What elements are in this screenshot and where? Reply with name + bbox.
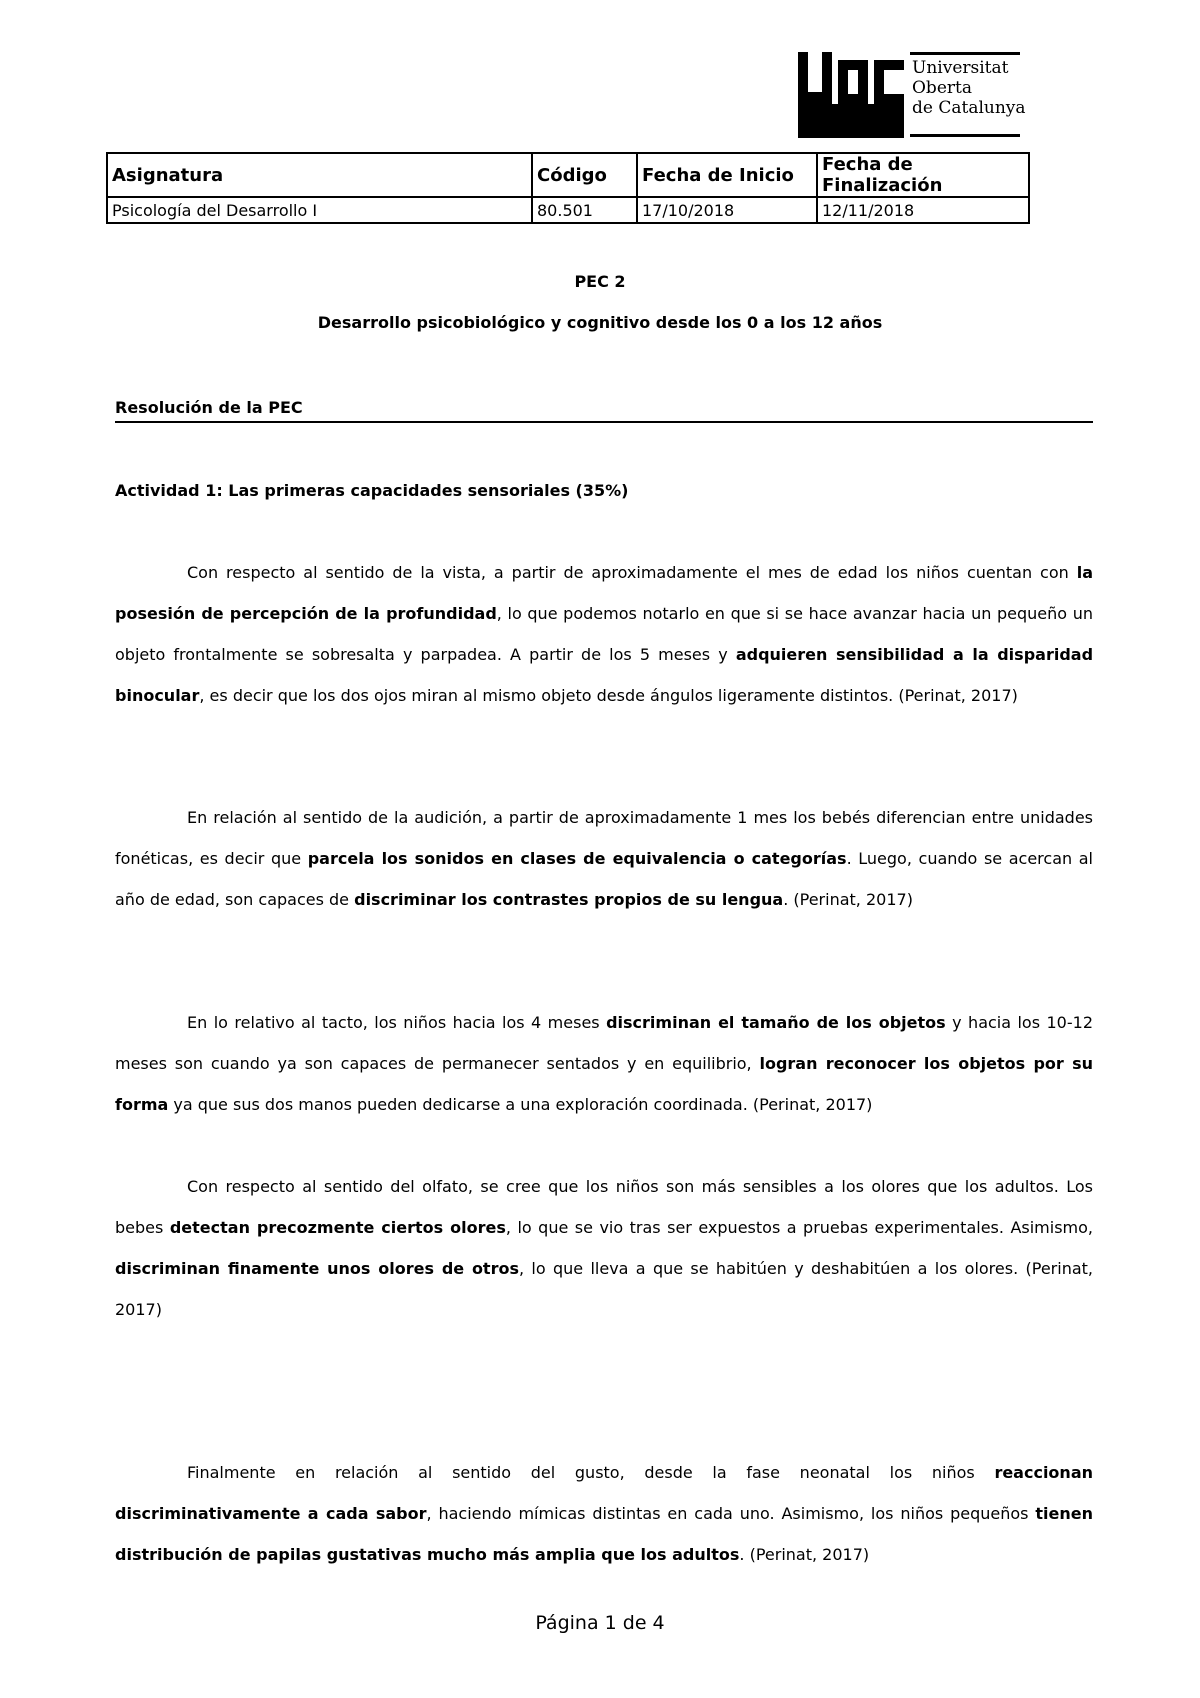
bold-text: parcela los sonidos en clases de equivalencia o categorías — [307, 849, 847, 868]
header-codigo: Código — [532, 153, 637, 197]
course-info-table — [106, 152, 1030, 224]
paragraph-vision — [115, 552, 1093, 716]
text-run: , lo que podemos notarlo en que si se hace avanzar hacia un pequeño un objeto frontalmente se sobresalta y parpadea. — [115, 604, 1094, 664]
text-run: Con respecto al sentido del olfato, se cree que los niños son más sensibles a los olores que los adultos. Los bebes — [115, 1177, 1093, 1237]
logo-line-3: de Catalunya — [912, 98, 1026, 118]
bold-text: reaccionan discriminativamente a cada sabor — [115, 1463, 1093, 1523]
text-run: , lo que lleva a que se habitúen y deshabitúen a los olores. (Perinat, 2017) — [115, 1259, 1094, 1319]
table-row — [107, 197, 1029, 223]
text-run: y hacia los 10-12 meses son cuando ya son capaces de permanecer sentados y en equilibrio, — [115, 1013, 1093, 1073]
bold-text: discriminar los contrastes propios de su lengua — [354, 890, 784, 909]
bold-text: discriminan el tamaño de los objetos — [606, 1013, 946, 1032]
paragraph-smell — [115, 1166, 1093, 1330]
paragraph-touch — [115, 1002, 1093, 1125]
bold-text: discriminan finamente unos olores de otros — [115, 1259, 519, 1278]
cell-codigo: 80.501 — [532, 197, 637, 223]
text-run: En relación al sentido de la audición, a partir de aproximadamente 1 mes los bebés diferencian entre unidades fonéticas, es decir que — [115, 808, 1093, 868]
logo-top-rule — [910, 52, 1020, 55]
text-run: y — [710, 645, 736, 664]
text-run: ya que sus dos manos pueden dedicarse a una exploración coordinada. (Perinat, 2017) — [168, 1095, 873, 1114]
bold-text: adquieren sensibilidad a la disparidad binocular — [115, 645, 1094, 705]
text-run: , haciendo mímicas distintas en cada uno. Asimismo, los niños pequeños — [426, 1504, 1036, 1523]
header-fecha-inicio: Fecha de Inicio — [637, 153, 817, 197]
paragraph-taste — [115, 1452, 1093, 1575]
text-run: . Luego, cuando se acercan al año de edad, son capaces de — [115, 849, 1094, 909]
bold-text: la posesión de percepción de la profundidad — [115, 563, 1093, 623]
cell-fecha-finalizacion: 12/11/2018 — [817, 197, 1029, 223]
text-run: Con respecto al sentido de la vista, a partir de aproximadamente el mes de edad los niños cuentan con — [187, 563, 1077, 582]
bold-text: detectan precozmente ciertos olores — [169, 1218, 506, 1237]
section-heading: Resolución de la PEC — [115, 398, 303, 417]
bold-text: tienen distribución de papilas gustativas mucho más amplia que los adultos — [115, 1504, 1093, 1564]
activity-heading: Actividad 1: Las primeras capacidades sensoriales (35%) — [115, 481, 629, 500]
page-subtitle: Desarrollo psicobiológico y cognitivo desde los 0 a los 12 años — [317, 313, 883, 332]
page-title: PEC 2 — [574, 272, 626, 291]
logo-bottom-rule — [910, 134, 1020, 137]
logo-text — [912, 58, 1026, 118]
text-run: . (Perinat, 2017) — [783, 890, 913, 909]
section-divider — [115, 421, 1093, 423]
text-run: A partir de los 5 meses — [510, 645, 711, 664]
text-run: Finalmente en relación al sentido del gusto, desde la fase neonatal los niños — [187, 1463, 995, 1482]
text-run: , lo que se vio tras ser expuestos a pruebas experimentales. Asimismo, — [505, 1218, 1094, 1237]
text-run: , es decir que los dos ojos miran al mismo objeto desde ángulos ligeramente distintos. (Perinat, 2017) — [199, 686, 1018, 705]
header-fecha-finalizacion: Fecha de Finalización — [817, 153, 1029, 197]
paragraph-hearing — [115, 797, 1093, 920]
bold-text: logran reconocer los objetos por su forma — [115, 1054, 1094, 1114]
cell-asignatura: Psicología del Desarrollo I — [107, 197, 532, 223]
logo-line-2: Oberta — [912, 78, 972, 98]
logo-line-1: Universitat — [912, 58, 1009, 78]
text-run: En lo relativo al tacto, los niños hacia los 4 meses — [187, 1013, 607, 1032]
header-asignatura: Asignatura — [107, 153, 532, 197]
table-header-row — [107, 153, 1029, 197]
text-run: . (Perinat, 2017) — [739, 1545, 870, 1564]
cell-fecha-inicio: 17/10/2018 — [637, 197, 817, 223]
page-number: Página 1 de 4 — [535, 1612, 665, 1634]
logo-base-bar — [798, 104, 904, 138]
